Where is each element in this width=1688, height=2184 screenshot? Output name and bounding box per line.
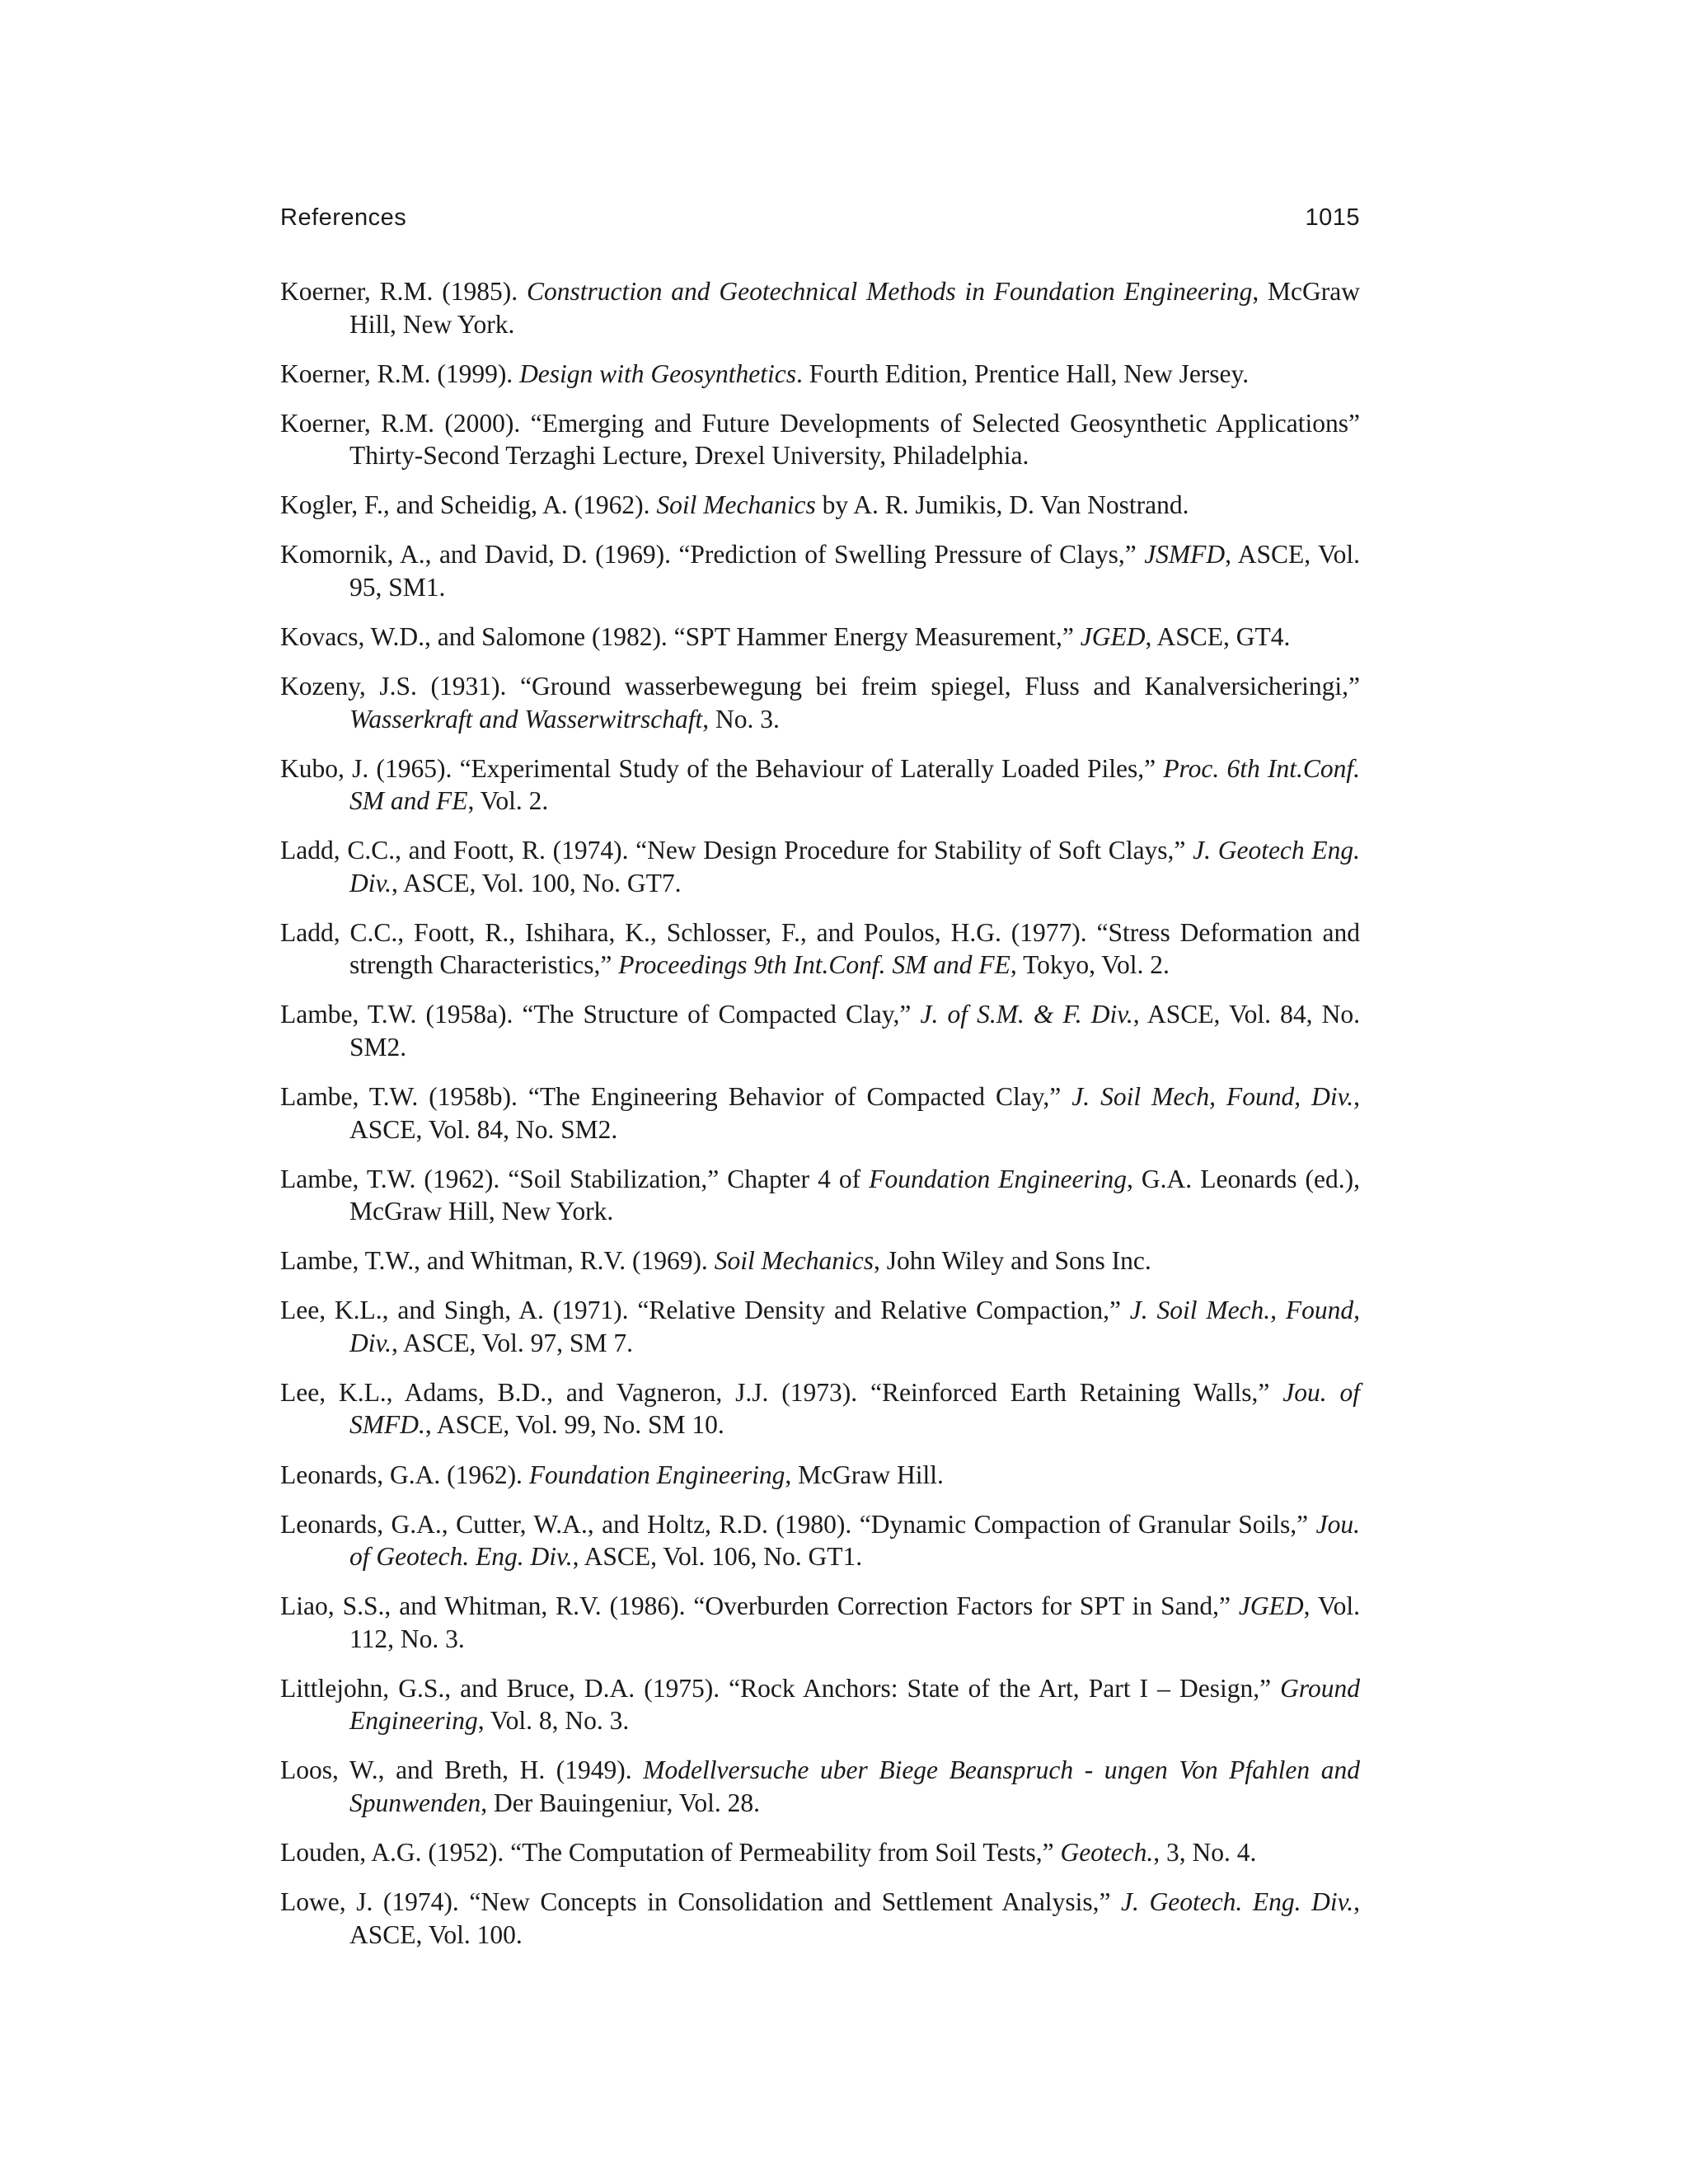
- reference-text: Koerner, R.M. (2000). “Emerging and Future Developments of Selected Geosynthetic Applications” Thirty-Second Terzaghi Lecture, Drexel University, Philadelphia.: [280, 408, 1360, 471]
- reference-text: Kogler, F., and Scheidig, A. (1962).: [280, 490, 657, 520]
- reference-details: , 3, No. 4.: [1153, 1837, 1257, 1867]
- reference-source-title: Jou. of SMFD.: [349, 1377, 1361, 1440]
- reference-details: , ASCE, Vol. 95, SM1.: [349, 540, 1361, 602]
- reference-details: . Fourth Edition, Prentice Hall, New Jersey.: [796, 359, 1250, 388]
- reference-entry: [280, 916, 1360, 982]
- reference-details: , John Wiley and Sons Inc.: [874, 1246, 1151, 1276]
- reference-source-title: J. Soil Mech, Found, Div.: [1071, 1082, 1354, 1112]
- reference-text: Koerner, R.M. (1985).: [280, 277, 527, 306]
- reference-entry: [280, 1163, 1360, 1228]
- reference-source-title: J. Geotech Eng. Div.: [349, 836, 1360, 898]
- reference-text: Lambe, T.W., and Whitman, R.V. (1969).: [280, 1246, 715, 1276]
- reference-entry: [280, 1376, 1360, 1441]
- reference-source-title: Foundation Engineering: [869, 1164, 1127, 1193]
- reference-details: , ASCE, Vol. 99, No. SM 10.: [424, 1410, 724, 1440]
- reference-entry: [280, 1080, 1360, 1146]
- reference-details: , ASCE, Vol. 100, No. GT7.: [392, 868, 682, 898]
- reference-entry: [280, 1459, 1360, 1492]
- reference-text: Loos, W., and Breth, H. (1949).: [280, 1755, 644, 1785]
- section-title: References: [280, 204, 407, 231]
- reference-text: Leonards, G.A., Cutter, W.A., and Holtz, R.D. (1980). “Dynamic Compaction of Granular Soils,”: [280, 1509, 1316, 1539]
- reference-text: Leonards, G.A. (1962).: [280, 1460, 529, 1489]
- reference-source-title: J. Geotech. Eng. Div.: [1121, 1887, 1354, 1917]
- reference-text: Ladd, C.C., Foott, R., Ishihara, K., Schlosser, F., and Poulos, H.G. (1977). “Stress Deformation and strength Characteristics,”: [280, 917, 1360, 980]
- page-number: 1015: [1305, 204, 1360, 231]
- reference-entry: [280, 621, 1360, 654]
- reference-details: , ASCE, GT4.: [1145, 621, 1291, 651]
- reference-source-title: Proc. 6th Int.Conf. SM and FE: [349, 753, 1360, 816]
- reference-entry: [280, 752, 1360, 818]
- reference-text: Komornik, A., and David, D. (1969). “Prediction of Swelling Pressure of Clays,”: [280, 540, 1145, 569]
- reference-text: Lowe, J. (1974). “New Concepts in Consolidation and Settlement Analysis,”: [280, 1887, 1122, 1917]
- reference-source-title: JGED: [1238, 1591, 1304, 1621]
- reference-entry: [280, 407, 1360, 472]
- reference-details: , Der Bauingeniur, Vol. 28.: [481, 1788, 761, 1817]
- reference-text: Lambe, T.W. (1958b). “The Engineering Behavior of Compacted Clay,”: [280, 1082, 1072, 1112]
- reference-text: Kubo, J. (1965). “Experimental Study of the Behaviour of Laterally Loaded Piles,”: [280, 753, 1164, 783]
- reference-source-title: J. Soil Mech., Found, Div.: [349, 1296, 1360, 1357]
- reference-text: Liao, S.S., and Whitman, R.V. (1986). “Overburden Correction Factors for SPT in Sand,”: [280, 1591, 1239, 1621]
- reference-details: , No. 3.: [702, 704, 780, 733]
- reference-details: , ASCE, Vol. 84, No. SM2.: [349, 1000, 1360, 1062]
- reference-details: , ASCE, Vol. 100.: [349, 1887, 1360, 1949]
- reference-entry: [280, 538, 1360, 603]
- reference-source-title: Wasserkraft and Wasserwitrschaft: [349, 704, 703, 733]
- reference-details: by A. R. Jumikis, D. Van Nostrand.: [815, 490, 1189, 520]
- reference-list: [280, 275, 1360, 1968]
- reference-entry: [280, 1244, 1360, 1277]
- reference-source-title: Modellversuche uber Biege Beanspruch - ungen Von Pfahlen and Spunwenden: [349, 1755, 1360, 1817]
- reference-details: , Vol. 8, No. 3.: [477, 1706, 630, 1736]
- reference-entry: [280, 834, 1360, 899]
- reference-details: , ASCE, Vol. 106, No. GT1.: [572, 1542, 863, 1572]
- reference-source-title: Ground Engineering: [349, 1673, 1360, 1736]
- reference-entry: [280, 998, 1360, 1063]
- reference-entry: [280, 1508, 1360, 1573]
- reference-source-title: JSMFD: [1144, 540, 1226, 569]
- reference-details: , Vol. 112, No. 3.: [349, 1591, 1360, 1653]
- reference-entry: [280, 1590, 1360, 1655]
- reference-entry: [280, 1672, 1360, 1737]
- reference-text: Kovacs, W.D., and Salomone (1982). “SPT Hammer Energy Measurement,”: [280, 621, 1081, 651]
- reference-text: Ladd, C.C., and Foott, R. (1974). “New Design Procedure for Stability of Soft Clays,”: [280, 836, 1193, 865]
- reference-text: Louden, A.G. (1952). “The Computation of Permeability from Soil Tests,”: [280, 1837, 1061, 1867]
- reference-text: Kozeny, J.S. (1931). “Ground wasserbewegung bei freim spiegel, Fluss and Kanalversicheringi,”: [280, 672, 1360, 701]
- reference-entry: [280, 1886, 1360, 1951]
- reference-details: , G.A. Leonards (ed.), McGraw Hill, New York.: [349, 1164, 1360, 1226]
- reference-text: Lambe, T.W. (1962). “Soil Stabilization,” Chapter 4 of: [280, 1164, 870, 1193]
- reference-source-title: Proceedings 9th Int.Conf. SM and FE: [618, 950, 1010, 980]
- reference-text: Lambe, T.W. (1958a). “The Structure of Compacted Clay,”: [280, 1000, 921, 1029]
- reference-text: Lee, K.L., and Singh, A. (1971). “Relative Density and Relative Compaction,”: [280, 1296, 1130, 1325]
- reference-source-title: Geotech.: [1060, 1837, 1154, 1867]
- reference-details: , Tokyo, Vol. 2.: [1010, 950, 1170, 980]
- reference-source-title: Design with Geosynthetics: [519, 359, 797, 388]
- reference-text: Littlejohn, G.S., and Bruce, D.A. (1975). “Rock Anchors: State of the Art, Part I – Design,”: [280, 1673, 1281, 1703]
- reference-entry: [280, 1754, 1360, 1819]
- reference-source-title: Soil Mechanics: [656, 490, 816, 520]
- reference-entry: [280, 358, 1360, 391]
- reference-text: Koerner, R.M. (1999).: [280, 359, 520, 388]
- reference-details: , McGraw Hill, New York.: [349, 277, 1360, 339]
- running-head: [280, 204, 1360, 237]
- reference-text: Lee, K.L., Adams, B.D., and Vagneron, J.J. (1973). “Reinforced Earth Retaining Walls,”: [280, 1377, 1283, 1407]
- reference-details: , McGraw Hill.: [785, 1460, 944, 1489]
- reference-entry: [280, 670, 1360, 735]
- reference-source-title: J. of S.M. & F. Div.: [920, 1000, 1133, 1029]
- reference-source-title: Jou. of Geotech. Eng. Div.: [349, 1509, 1360, 1572]
- reference-source-title: JGED: [1080, 621, 1146, 651]
- reference-source-title: Foundation Engineering: [528, 1460, 785, 1489]
- reference-entry: [280, 275, 1360, 340]
- reference-source-title: Construction and Geotechnical Methods in Foundation Engineering: [526, 277, 1253, 306]
- reference-details: , ASCE, Vol. 84, No. SM2.: [349, 1082, 1360, 1144]
- reference-source-title: Soil Mechanics: [714, 1246, 874, 1276]
- reference-entry: [280, 1294, 1360, 1359]
- reference-details: , Vol. 2.: [467, 786, 549, 816]
- reference-entry: [280, 1836, 1360, 1869]
- reference-details: , ASCE, Vol. 97, SM 7.: [392, 1328, 633, 1357]
- reference-entry: [280, 489, 1360, 522]
